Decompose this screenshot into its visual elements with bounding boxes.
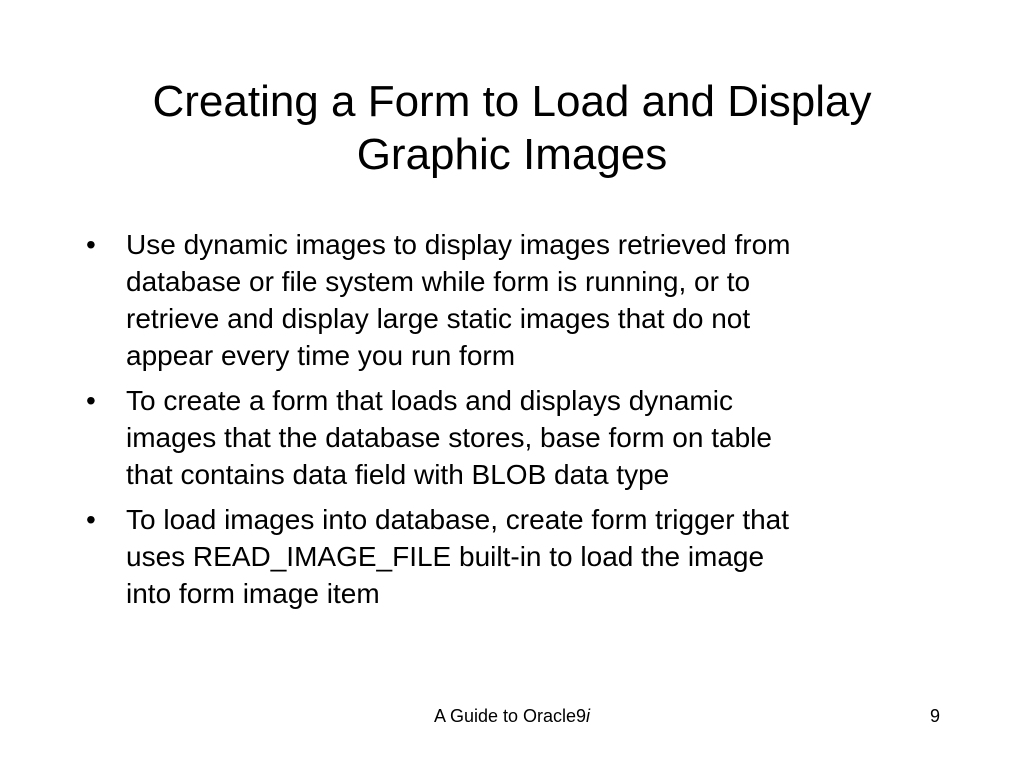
slide-title-line: Graphic Images: [356, 129, 668, 179]
bullet-line: images that the database stores, base form on table: [126, 422, 772, 453]
bullet-marker: •: [86, 504, 96, 535]
bullet-item: [86, 501, 956, 612]
bullet-line: uses READ_IMAGE_FILE built-in to load the image: [126, 541, 765, 572]
bullet-marker: •: [86, 385, 96, 416]
bullet-line: database or file system while form is running, or to: [126, 266, 751, 297]
bullet-line: Use dynamic images to display images retrieved from: [126, 229, 791, 260]
bullet-item: [86, 226, 956, 374]
bullet-line: appear every time you run form: [126, 340, 516, 371]
bullet-line: To load images into database, create form trigger that: [126, 504, 790, 535]
footer-book-title: [362, 706, 662, 727]
bullet-marker: •: [86, 229, 96, 260]
slide-title-line: Creating a Form to Load and Display: [152, 77, 872, 126]
bullet-list: [86, 226, 956, 620]
bullet-line: retrieve and display large static images that do not: [126, 303, 751, 334]
bullet-line: that contains data field with BLOB data type: [126, 459, 670, 490]
footer-book-title-prefix: A Guide to Oracle9: [433, 706, 587, 726]
bullet-line: To create a form that loads and displays dynamic: [126, 385, 733, 416]
page-number: 9: [929, 706, 940, 726]
footer-book-title-suffix: i: [586, 706, 591, 726]
bullet-item: [86, 382, 956, 493]
bullet-line: into form image item: [126, 578, 380, 609]
slide-title: [60, 76, 964, 182]
